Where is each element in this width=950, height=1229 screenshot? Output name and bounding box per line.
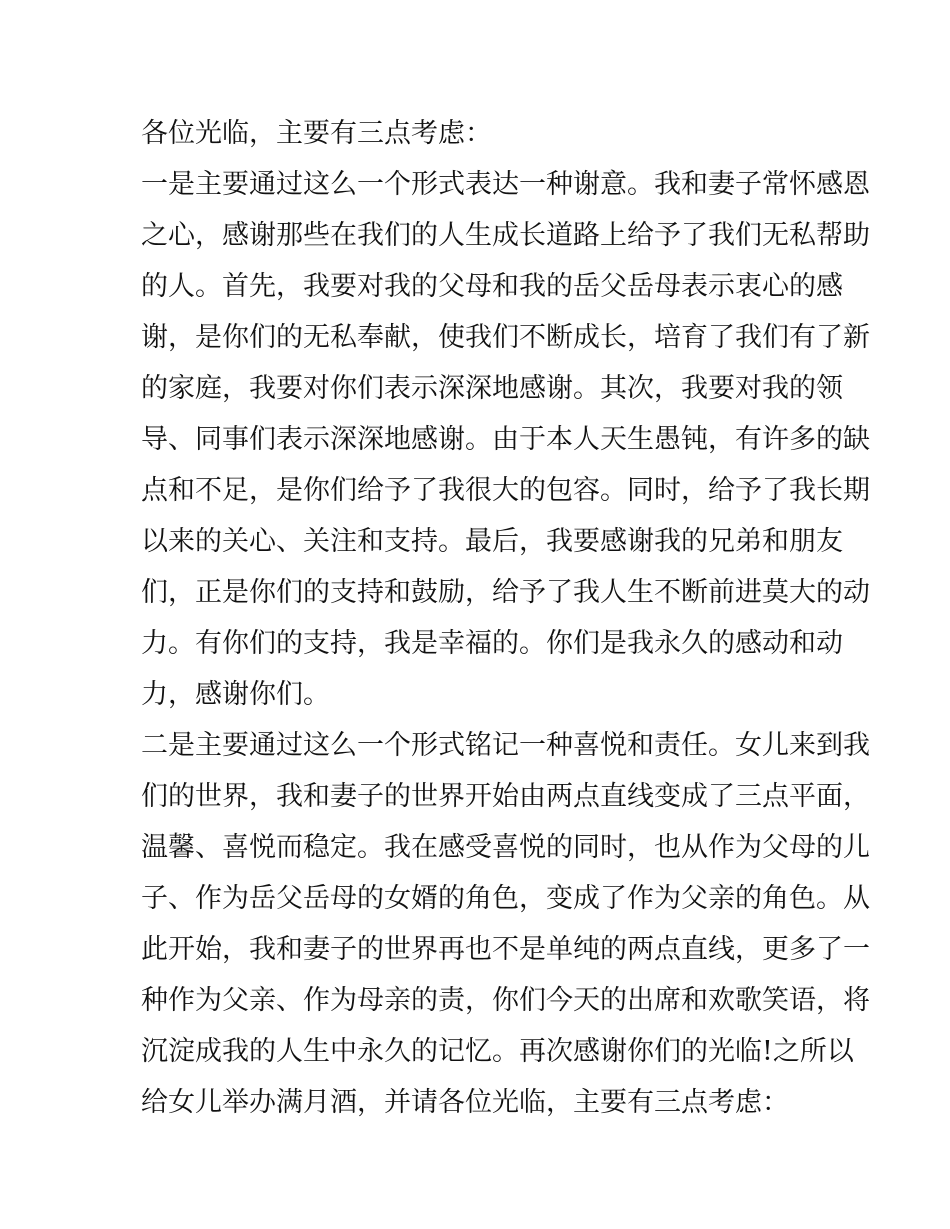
text-line: 此开始，我和妻子的世界再也不是单纯的两点直线，更多了一 bbox=[141, 934, 870, 965]
text-line: 力。有你们的支持，我是幸福的。你们是我永久的感动和动 bbox=[141, 628, 843, 659]
text-line: 以来的关心、关注和支持。最后，我要感谢我的兄弟和朋友 bbox=[141, 526, 843, 557]
text-line: 力，感谢你们。 bbox=[141, 679, 330, 710]
text-line: 二是主要通过这么一个形式铭记一种喜悦和责任。女儿来到我 bbox=[141, 730, 870, 761]
text-line: 沉淀成我的人生中永久的记忆。再次感谢你们的光临!之所以 bbox=[141, 1036, 854, 1067]
text-line: 谢，是你们的无私奉献，使我们不断成长，培育了我们有了新 bbox=[141, 322, 870, 353]
text-line: 种作为父亲、作为母亲的责，你们今天的出席和欢歌笑语，将 bbox=[141, 985, 870, 1016]
text-line: 的人。首先，我要对我的父母和我的岳父岳母表示衷心的感 bbox=[141, 271, 843, 302]
text-line: 们的世界，我和妻子的世界开始由两点直线变成了三点平面， bbox=[141, 781, 870, 812]
text-line: 各位光临，主要有三点考虑： bbox=[141, 118, 492, 149]
text-line: 给女儿举办满月酒，并请各位光临，主要有三点考虑： bbox=[141, 1087, 789, 1118]
text-line: 子、作为岳父岳母的女婿的角色，变成了作为父亲的角色。从 bbox=[141, 883, 870, 914]
text-line: 一是主要通过这么一个形式表达一种谢意。我和妻子常怀感恩 bbox=[141, 169, 870, 200]
text-line: 们，正是你们的支持和鼓励，给予了我人生不断前进莫大的动 bbox=[141, 577, 870, 608]
text-line: 的家庭，我要对你们表示深深地感谢。其次，我要对我的领 bbox=[141, 373, 843, 404]
text-line: 温馨、喜悦而稳定。我在感受喜悦的同时，也从作为父母的儿 bbox=[141, 832, 870, 863]
text-line: 导、同事们表示深深地感谢。由于本人天生愚钝，有许多的缺 bbox=[141, 424, 870, 455]
document-body bbox=[141, 108, 870, 1128]
text-line: 点和不足，是你们给予了我很大的包容。同时，给予了我长期 bbox=[141, 475, 870, 506]
text-line: 之心，感谢那些在我们的人生成长道路上给予了我们无私帮助 bbox=[141, 220, 870, 251]
